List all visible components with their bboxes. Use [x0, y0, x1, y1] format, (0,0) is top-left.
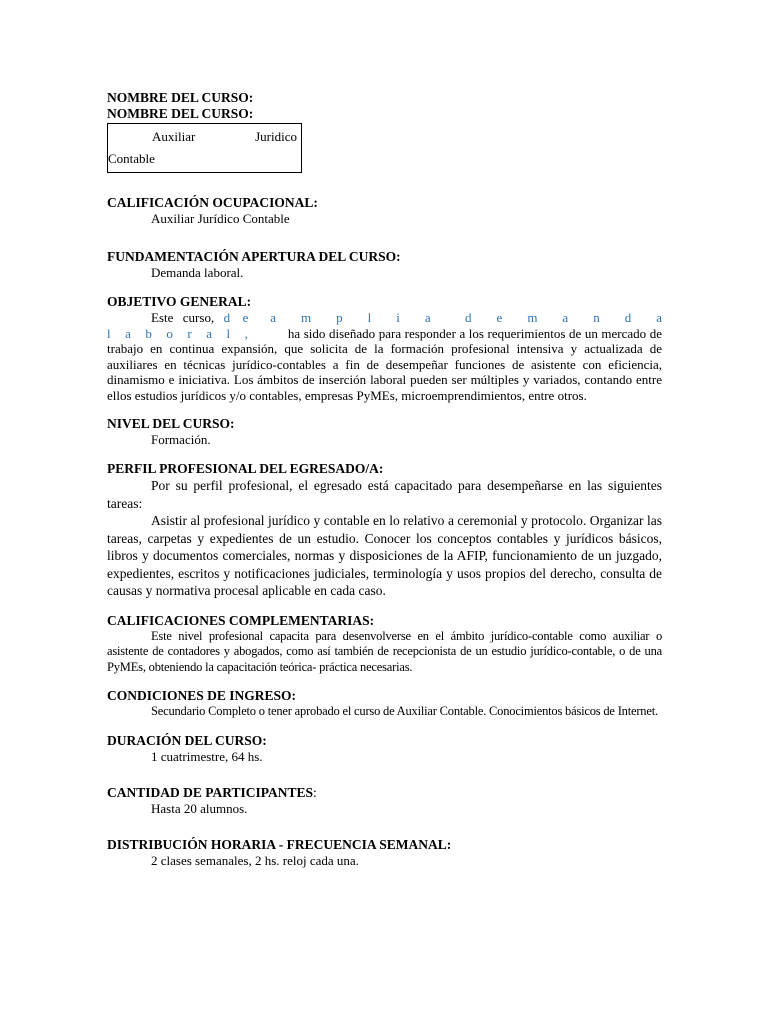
objetivo-highlight-word1: de: [223, 310, 261, 325]
box-word-juridico: Juridico: [255, 129, 297, 144]
objetivo-highlight-word3: demanda: [465, 310, 687, 325]
calificacion-text: Auxiliar Jurídico Contable: [151, 211, 290, 226]
perfil-paragraph-1: Por su perfil profesional, el egresado está capacitado para desempeñarse en las siguientes tareas:: [107, 478, 662, 511]
participantes-heading: CANTIDAD DE PARTICIPANTES:: [107, 784, 317, 800]
objetivo-highlight-word4: laboral,: [107, 325, 263, 341]
calificacion-heading: CALIFICACIÓN OCUPACIONAL:: [107, 195, 318, 210]
fundamentacion-heading: FUNDAMENTACIÓN APERTURA DEL CURSO:: [107, 249, 401, 264]
perfil-heading: PERFIL PROFESIONAL DEL EGRESADO/A:: [107, 461, 384, 476]
course-name-box: [107, 123, 302, 173]
box-word-auxiliar: Auxiliar: [152, 129, 196, 144]
course-name-heading-repeat: NOMBRE DEL CURSO:: [107, 106, 254, 121]
fundamentacion-text: Demanda laboral.: [151, 265, 244, 280]
box-word-contable: Contable: [108, 151, 155, 166]
perfil-paragraph-2: Asistir al profesional jurídico y contable en lo relativo a ceremonial y protocolo. Organizar las tareas, carpetas y expedientes de un estudio. Conocer los conceptos contables y jurídicos básicos, libros y documentos comerciales, normas y disposiciones de la AFIP, funcionamiento de un juzgado, expedientes, escritos y notificaciones judiciales, terminología y usos propios del derecho, consulta de causas y normativa procesal aplicable en cada caso.: [107, 513, 662, 598]
distribucion-heading: DISTRIBUCIÓN HORARIA - FRECUENCIA SEMANAL:: [107, 836, 452, 852]
document-page: [107, 90, 687, 869]
distribucion-text: 2 clases semanales, 2 hs. reloj cada una.: [151, 852, 359, 868]
ingreso-heading: CONDICIONES DE INGRESO:: [107, 688, 297, 703]
course-name-heading: NOMBRE DEL CURSO:: [107, 90, 254, 105]
objetivo-paragraph: Este curso, de amplia demanda laboral, ha sido diseñado para responder a los requerimientos de un mercado de trabajo en continua expansión, que solicita de la formación profesional intensiva y actualizada de auxiliares en técnicas jurídico-contables a fin de desempeñar funciones de asistente con eficiencia, dinamismo e iniciativa. Los ámbitos de inserción laboral pueden ser múltiples y variados, contando entre ellos estudios jurídicos y/o contables, empresas PyMEs, microemprendimientos, entre otros.: [107, 310, 687, 403]
complementarias-heading: CALIFICACIONES COMPLEMENTARIAS:: [107, 612, 375, 628]
nivel-heading: NIVEL DEL CURSO:: [107, 416, 235, 431]
participantes-text: Hasta 20 alumnos.: [151, 800, 248, 816]
duracion-text: 1 cuatrimestre, 64 hs.: [151, 748, 263, 764]
complementarias-text: Este nivel profesional capacita para desenvolverse en el ámbito jurídico-contable como auxiliar o asistente de contadores y abogados, como así también de recepcionista de un estudio jurídico-contable, o de una PyMEs, obteniendo la capacitación teórica- práctica necesarias.: [107, 628, 662, 674]
ingreso-text: Secundario Completo o tener aprobado el curso de Auxiliar Contable. Conocimientos básicos de Internet.: [151, 704, 658, 718]
nivel-text: Formación.: [151, 432, 211, 447]
objetivo-heading: OBJETIVO GENERAL:: [107, 294, 252, 309]
objetivo-rest: ha sido diseñado para responder a los requerimientos de un mercado de trabajo en continua expansión, que solicita de la formación profesional intensiva y actualizada de auxiliares en técnicas jurídico-contables a fin de desempeñar funciones de asistente con eficiencia, dinamismo e iniciativa. Los ámbitos de inserción laboral pueden ser múltiples y variados, contando entre ellos estudios jurídicos y/o contables, empresas PyMEs, microemprendimientos, entre otros.: [107, 325, 662, 403]
objetivo-highlight-word2: amplia: [270, 310, 456, 325]
duracion-heading: DURACIÓN DEL CURSO:: [107, 732, 267, 748]
